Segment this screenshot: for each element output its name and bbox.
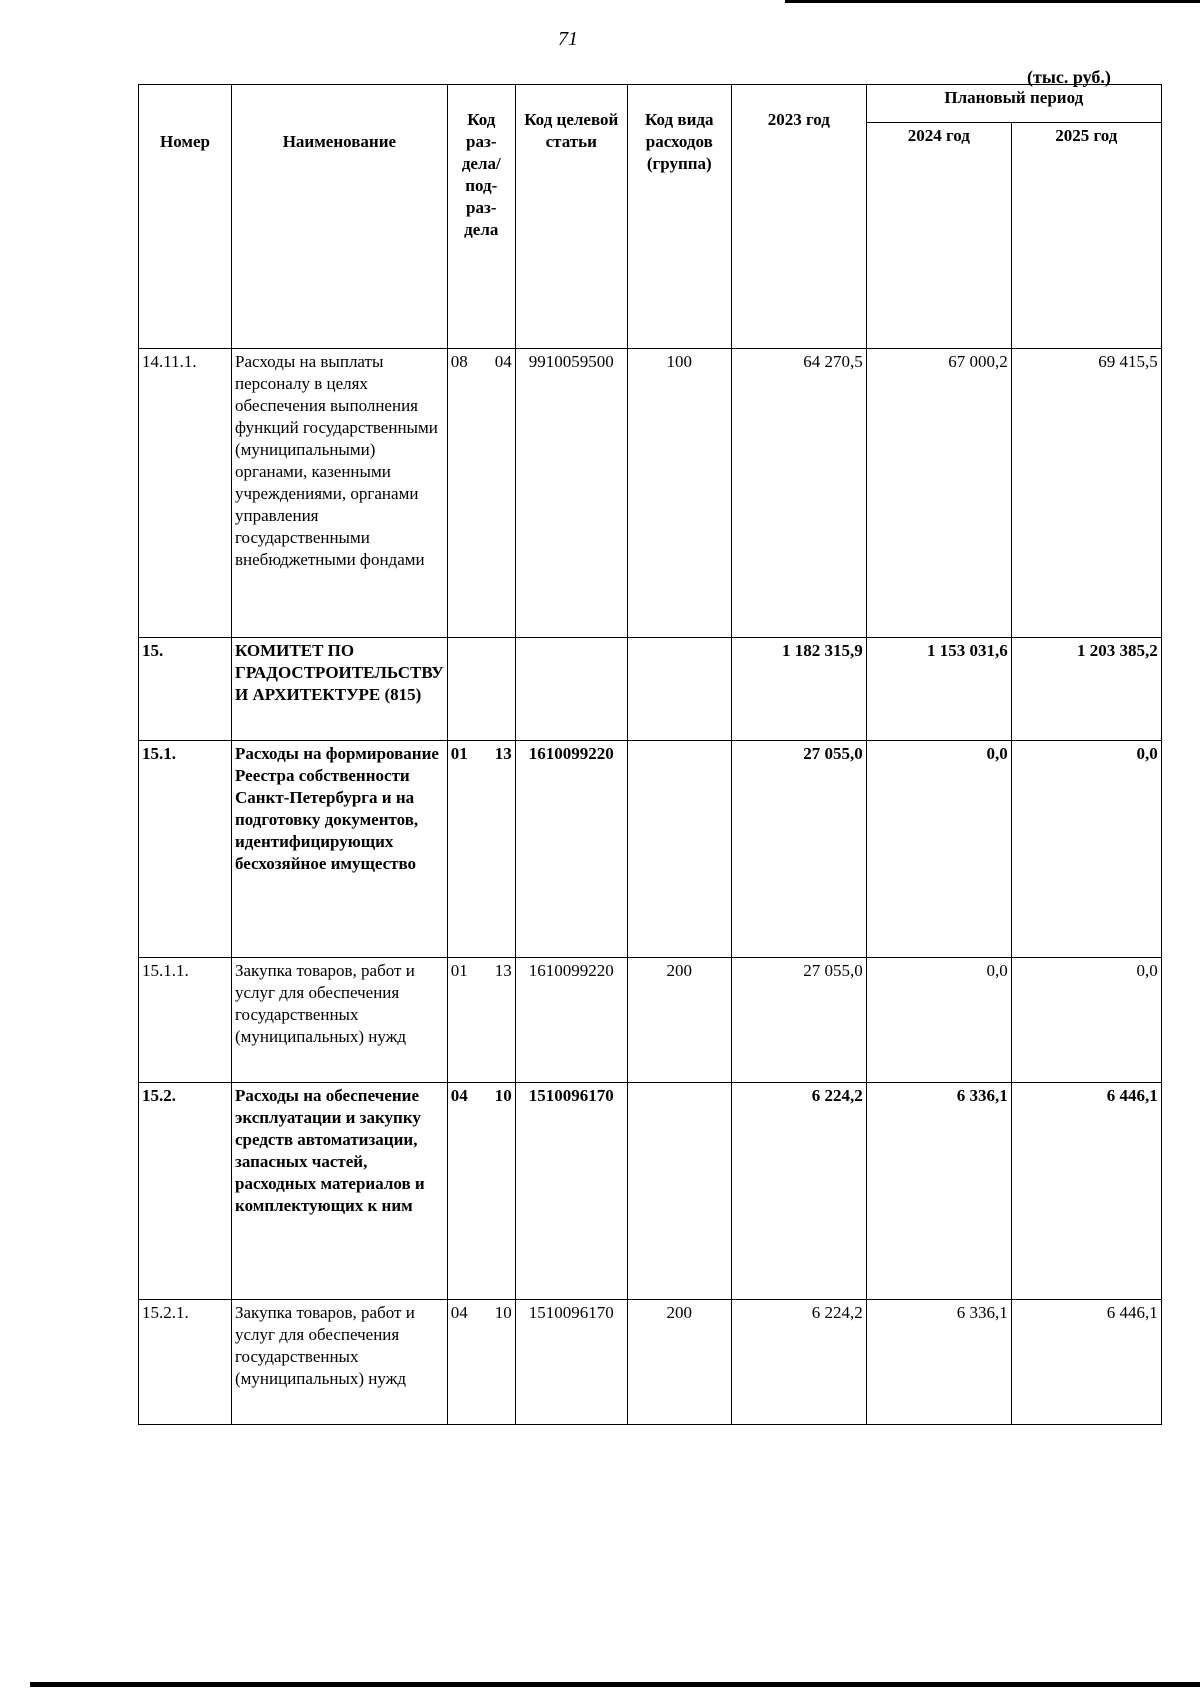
section-code: 01 <box>450 744 468 763</box>
row-expense: 200 <box>627 958 731 1083</box>
row-2024: 67 000,2 <box>866 349 1011 638</box>
bottom-rule <box>30 1682 1200 1687</box>
row-2024: 6 336,1 <box>866 1083 1011 1300</box>
subsection-code: 10 <box>494 1086 512 1105</box>
table-row <box>139 958 1162 1083</box>
row-target <box>515 638 627 741</box>
row-name: Закупка товаров, работ и услуг для обеспечения государственных (муниципальных) нужд <box>232 958 448 1083</box>
section-code: 04 <box>450 1303 468 1322</box>
header-section-code: Код раз-дела/ под-раз-дела <box>447 85 515 349</box>
row-expense <box>627 1083 731 1300</box>
row-2025: 69 415,5 <box>1011 349 1161 638</box>
row-2024: 0,0 <box>866 958 1011 1083</box>
row-name: Расходы на формирование Реестра собственности Санкт-Петербурга и на подготовку документов, идентифицирующих бесхозяйное имущество <box>232 741 448 958</box>
header-plan-period: Плановый период <box>866 85 1161 123</box>
row-2023: 6 224,2 <box>731 1300 866 1425</box>
units-label: (тыс. руб.) <box>1027 67 1111 87</box>
row-section <box>447 638 515 741</box>
row-2024: 0,0 <box>866 741 1011 958</box>
row-name: КОМИТЕТ ПО ГРАДОСТРОИТЕЛЬСТВУ И АРХИТЕКТУРЕ (815) <box>232 638 448 741</box>
table-row <box>139 349 1162 638</box>
row-name: Закупка товаров, работ и услуг для обеспечения государственных (муниципальных) нужд <box>232 1300 448 1425</box>
budget-table <box>138 84 1162 1425</box>
section-code: 08 <box>450 352 468 371</box>
row-target: 1610099220 <box>515 741 627 958</box>
row-target: 9910059500 <box>515 349 627 638</box>
row-expense <box>627 638 731 741</box>
top-rule <box>785 0 1200 3</box>
header-name: Наименование <box>232 85 448 349</box>
row-expense: 100 <box>627 349 731 638</box>
row-2025: 0,0 <box>1011 958 1161 1083</box>
table-row <box>139 638 1162 741</box>
row-section <box>447 741 515 958</box>
row-section <box>447 958 515 1083</box>
header-row-top <box>139 85 1162 123</box>
subsection-code: 04 <box>494 352 512 371</box>
row-number: 14.11.1. <box>139 349 232 638</box>
row-target: 1510096170 <box>515 1300 627 1425</box>
row-number: 15.2. <box>139 1083 232 1300</box>
row-section <box>447 349 515 638</box>
header-2025: 2025 год <box>1011 123 1161 349</box>
row-name: Расходы на выплаты персоналу в целях обеспечения выполнения функций государственными (муниципальными) органами, казенными учреждениями, органами управления государственными внебюджетными фондами <box>232 349 448 638</box>
row-expense: 200 <box>627 1300 731 1425</box>
row-2024: 6 336,1 <box>866 1300 1011 1425</box>
header-target-code: Код целевой статьи <box>515 85 627 349</box>
header-2023: 2023 год <box>731 85 866 349</box>
row-2023: 27 055,0 <box>731 741 866 958</box>
row-2025: 6 446,1 <box>1011 1083 1161 1300</box>
table-row <box>139 1083 1162 1300</box>
subsection-code: 13 <box>494 744 512 763</box>
row-2023: 64 270,5 <box>731 349 866 638</box>
row-2025: 0,0 <box>1011 741 1161 958</box>
page-number: 71 <box>558 28 578 50</box>
row-2025: 6 446,1 <box>1011 1300 1161 1425</box>
subsection-code: 13 <box>494 961 512 980</box>
header-expense-code: Код вида расходов (группа) <box>627 85 731 349</box>
row-number: 15.1. <box>139 741 232 958</box>
row-2024: 1 153 031,6 <box>866 638 1011 741</box>
row-target: 1510096170 <box>515 1083 627 1300</box>
row-expense <box>627 741 731 958</box>
section-code: 04 <box>450 1086 468 1105</box>
header-2024: 2024 год <box>866 123 1011 349</box>
row-target: 1610099220 <box>515 958 627 1083</box>
row-section <box>447 1083 515 1300</box>
header-number: Номер <box>139 85 232 349</box>
row-name: Расходы на обеспечение эксплуатации и закупку средств автоматизации, запасных частей, расходных материалов и комплектующих к ним <box>232 1083 448 1300</box>
row-section <box>447 1300 515 1425</box>
row-2025: 1 203 385,2 <box>1011 638 1161 741</box>
table-row <box>139 741 1162 958</box>
row-number: 15. <box>139 638 232 741</box>
table-row <box>139 1300 1162 1425</box>
row-2023: 27 055,0 <box>731 958 866 1083</box>
row-2023: 1 182 315,9 <box>731 638 866 741</box>
row-number: 15.1.1. <box>139 958 232 1083</box>
row-2023: 6 224,2 <box>731 1083 866 1300</box>
subsection-code: 10 <box>494 1303 512 1322</box>
row-number: 15.2.1. <box>139 1300 232 1425</box>
section-code: 01 <box>450 961 468 980</box>
